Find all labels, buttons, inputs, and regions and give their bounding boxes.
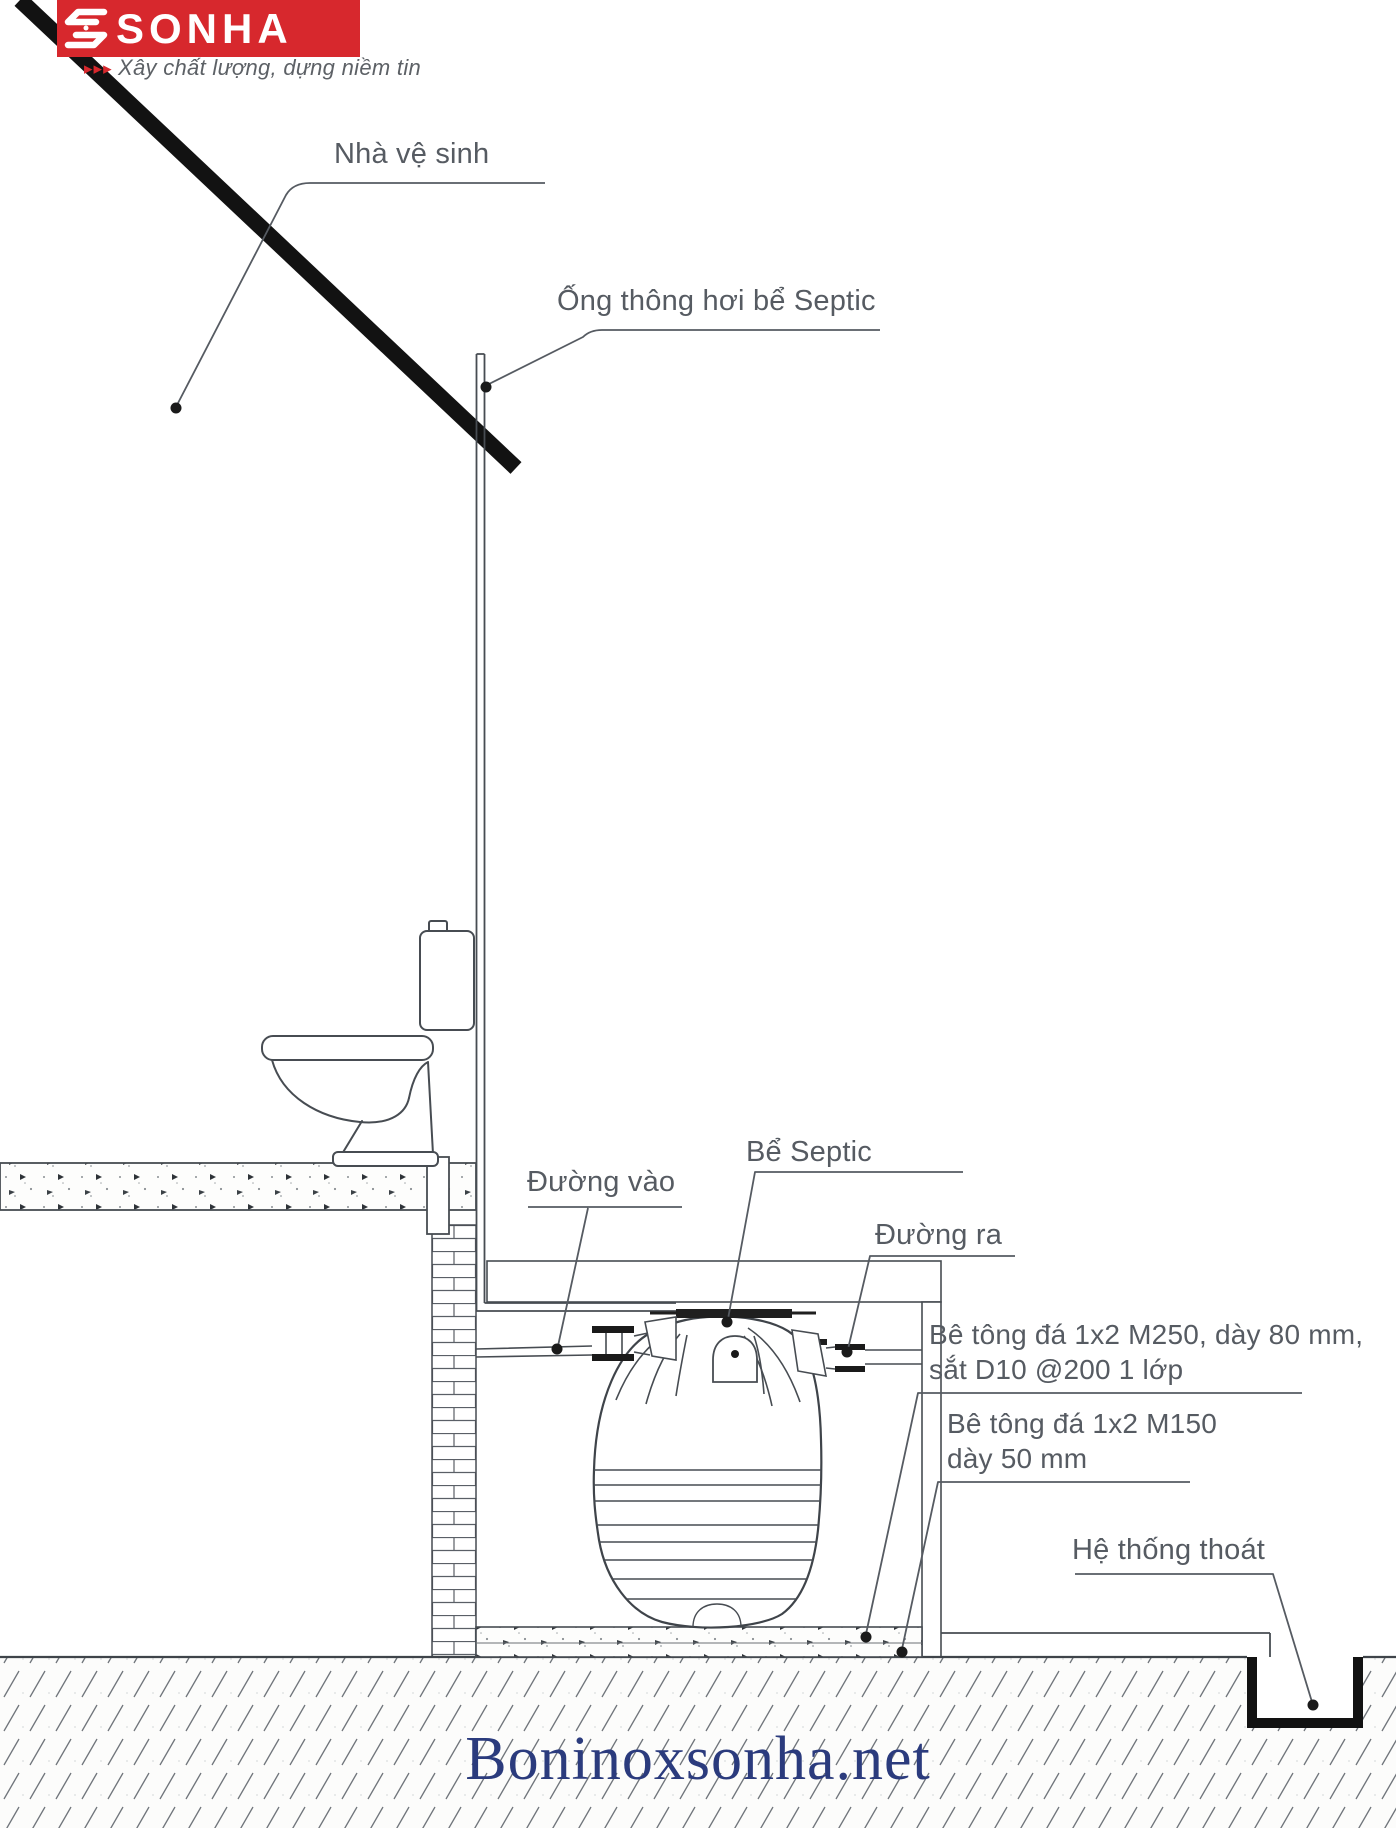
brand-name: SONHA xyxy=(116,5,293,52)
outlet-pipe-flanges xyxy=(826,1344,922,1372)
inlet-pipe-coupling xyxy=(476,1326,650,1361)
label-vent-pipe: Ống thông hơi bể Septic xyxy=(557,285,876,317)
toilet-cistern xyxy=(420,931,474,1030)
toilet-seat xyxy=(262,1036,433,1060)
label-toilet-room: Nhà vệ sinh xyxy=(334,138,490,170)
label-septic-tank: Bể Septic xyxy=(746,1136,872,1168)
label-concrete-base xyxy=(947,1406,1217,1476)
tank-lid-bar xyxy=(676,1309,792,1318)
label-concrete-top-line1: Bê tông đá 1x2 M250, dày 80 mm, xyxy=(929,1319,1364,1350)
tank-base-slab xyxy=(476,1627,922,1657)
inlet-top-pipe xyxy=(477,1303,677,1311)
watermark: Boninoxsonha.net xyxy=(465,1725,931,1793)
label-concrete-base-line1: Bê tông đá 1x2 M150 xyxy=(947,1408,1217,1439)
vent-pipe xyxy=(477,354,485,1311)
tagline-arrows-icon: ▸▸▸ xyxy=(84,59,113,79)
outlet-run xyxy=(941,1633,1270,1657)
toilet-drain-pipe xyxy=(427,1157,449,1234)
brick-wall xyxy=(432,1225,476,1657)
drainage-channel-cavity xyxy=(1257,1657,1353,1718)
leader-toilet-room xyxy=(177,183,545,405)
toilet-bowl xyxy=(272,1060,409,1122)
toilet xyxy=(262,921,474,1166)
bathroom-floor-slab xyxy=(0,1163,476,1210)
pit-cover-slab xyxy=(487,1261,941,1302)
label-outlet: Đường ra xyxy=(875,1219,1003,1251)
leader-vent-pipe xyxy=(489,330,880,384)
toilet-pedestal xyxy=(342,1062,433,1154)
tank-body xyxy=(594,1317,822,1628)
label-inlet: Đường vào xyxy=(527,1166,676,1198)
label-concrete-base-line2: dày 50 mm xyxy=(947,1443,1088,1474)
label-concrete-top-line2: sắt D10 @200 1 lớp xyxy=(929,1354,1184,1385)
tank-cap-screw xyxy=(731,1350,739,1358)
toilet-base xyxy=(333,1152,438,1166)
tank-outlet-port xyxy=(792,1330,826,1376)
tank-cap-handle xyxy=(713,1336,757,1382)
label-concrete-top xyxy=(929,1317,1363,1387)
brand-tagline: Xây chất lượng, dựng niềm tin xyxy=(118,55,422,80)
label-drain-system: Hệ thống thoát xyxy=(1072,1534,1266,1566)
